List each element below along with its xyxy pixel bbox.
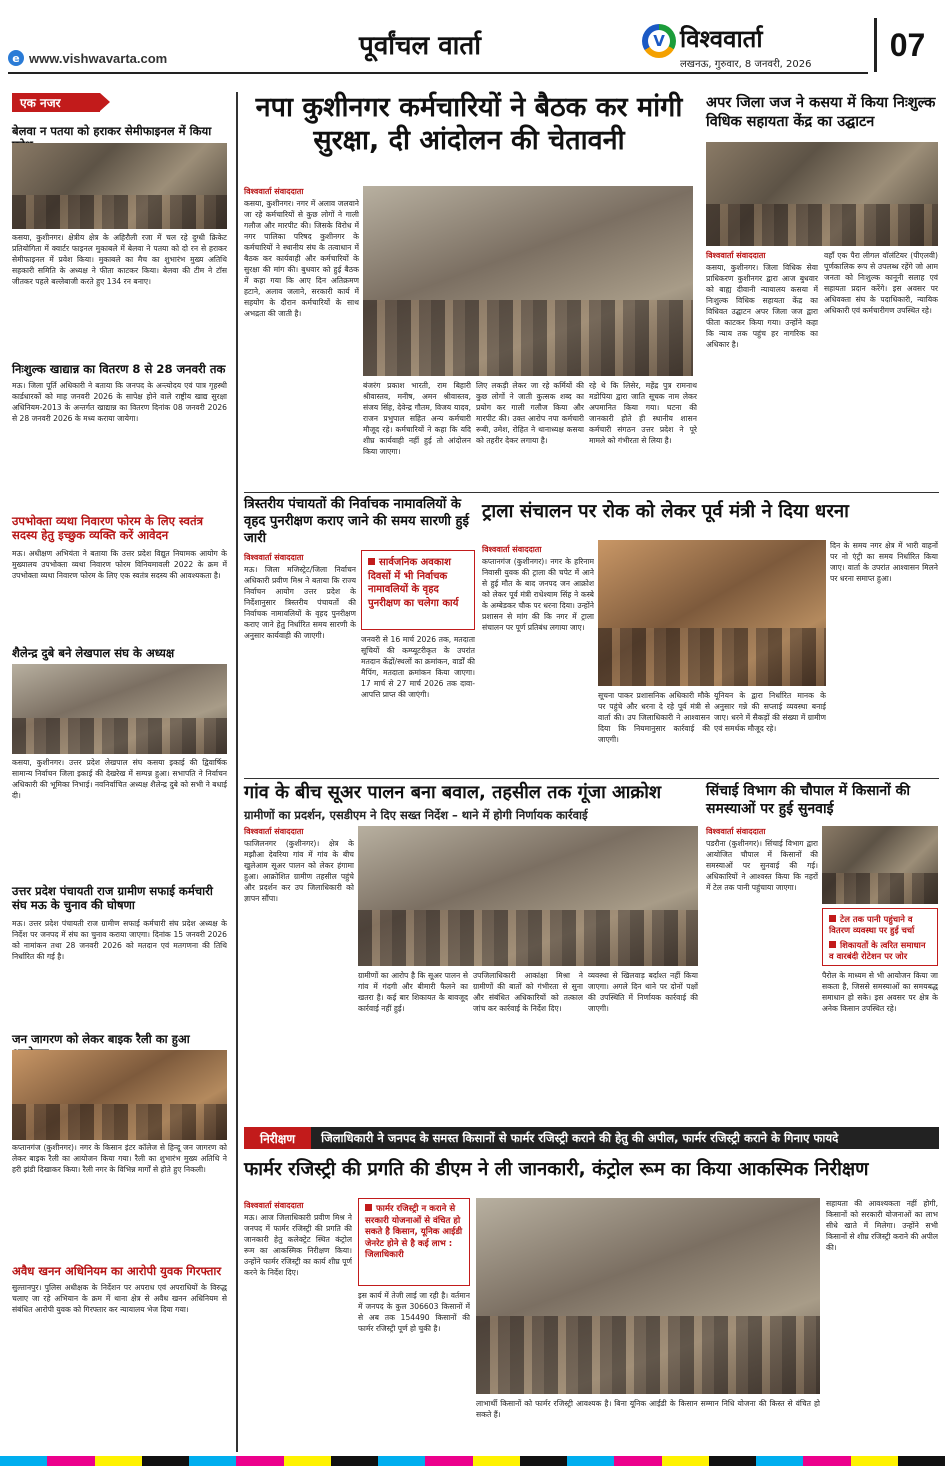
dharna-text-d: दिन के समय नगर क्षेत्र में भारी वाहनों पर नो एंट्री का समय निर्धारित किया जाए। वार्ता के उपरांत आश्वासन मिलने पर धरना समाप्त हुआ। <box>830 541 938 583</box>
panchayat-text-a: मऊ। जिला मजिस्ट्रेट/जिला निर्वाचन अधिकारी प्रवीण मिश्र ने बताया कि राज्य निर्वाचन आयोग उत्तर प्रदेश के निर्देशानुसार त्रिस्तरीय पंचायतों की निर्वाचक नामावलियों के वृहद पुनरीक्षण कराए जाने हेतु निर्धारित समय सारणी के अनुसार कार्यवाही की जाएगी। <box>244 565 356 640</box>
left-story5-headline: उत्तर प्रदेश पंचायती राज ग्रामीण सफाई कर्मचारी संघ मऊ के चुनाव की घोषणा <box>12 884 213 913</box>
pig-text-a: फाजिलनगर (कुशीनगर)। क्षेत्र के मझौआ देवरिया गांव में गांव के बीच खुलेआम सूअर पालन को लेकर हंगामा हुआ। आक्रोशित ग्रामीण तहसील पहुंचे और प्रदर्शन कर उप जिलाधिकारी को ज्ञापन सौंपा। <box>244 839 354 903</box>
irrigation-photo <box>822 826 938 904</box>
left-story7-text: सुल्तानपुर। पुलिस अधीक्षक के निर्देशन पर अपराध एवं अपराधियों के विरुद्ध चलाए जा रहे अभियान के क्रम में थाना क्षेत्र से अवैध खनन अधिनियम से संबंधित आरोपी युवक को गिरफ्तार कर न्यायालय भेज दिया गया। <box>12 1283 227 1314</box>
section-divider <box>244 778 939 779</box>
left-story4-headline: शैलेन्द्र दुबे बने लेखपाल संघ के अध्यक्ष <box>12 646 175 660</box>
pig-photo <box>358 826 698 966</box>
court-byline: विश्ववार्ता संवाददाता <box>706 251 766 260</box>
court-headline: अपर जिला जज ने कसया में किया निःशुल्क विधिक सहायता केंद्र का उद्घाटन <box>706 95 936 130</box>
dharna-photo <box>598 540 826 686</box>
ek-nazar-label: एक नजर <box>12 93 100 112</box>
lead-photo <box>363 186 693 376</box>
irrigation-text-b: पैरोल के माध्यम से भी आयोजन किया जा सकता है, जिससे समस्याओं का समयबद्ध समाधान हो सके। इस अवसर पर क्षेत्र के अनेक किसान उपस्थित रहे। <box>822 971 938 1013</box>
page-number: 07 <box>874 18 938 72</box>
irrigation-headline: सिंचाई विभाग की चौपाल में किसानों की समस्याओं पर हुई सुनवाई <box>706 783 911 818</box>
left-story6-text: कप्तानगंज (कुशीनगर)। नगर के किसान इंटर कॉलेज से हिन्दू जन जागरण को लेकर बाइक रैली का आयोजन किया गया। रैली का शुभारंभ मुख्य अतिथि ने हरी झंडी दिखाकर किया। रैली नगर के विभिन्न मार्गों से होते हुए निकली। <box>12 1143 227 1174</box>
nirikshan-tag: निरीक्षण <box>244 1127 311 1149</box>
dharna-text-c: यूनियन के द्वारा निर्धारित मानक के अनुसार गन्ने की सप्लाई व्यवस्था बनाई जाए। धरने में सैकड़ों की संख्या में ग्रामीण एवं समर्थक मौजूद रहे। <box>714 691 826 733</box>
left-story3-text: मऊ। अधीक्षण अभियंता ने बताया कि उत्तर प्रदेश विद्युत नियामक आयोग के मुख्यालय उपभोक्ता व्यथा निवारण फोरम विनियमावली 2022 के क्रम में उपभोक्ता व्यथा निवारण फोरम के लिए एक स्वतंत्र सदस्य की आवश्यकता है। <box>12 549 227 580</box>
left-story6-photo <box>12 1050 227 1140</box>
irrigation-callout-1: टेल तक पानी पहुंचाने व वितरण व्यवस्था पर हुई चर्चा <box>829 914 915 936</box>
nirikshan-callout: फार्मर रजिस्ट्री न कराने से सरकारी योजनाओं से वंचित हो सकते है किसान, यूनिक आईडी जेनरेट होने से है कई लाभ : जिलाधिकारी <box>358 1198 470 1286</box>
left-story7-headline: अवैध खनन अधिनियम का आरोपी युवक गिरफ्तार <box>12 1264 222 1278</box>
nirikshan-bar <box>244 1127 939 1149</box>
pig-byline: विश्ववार्ता संवाददाता <box>244 827 304 836</box>
pig-subhead: ग्रामीणों का प्रदर्शन, एसडीएम ने दिए सख्त निर्देश – थाने में होगी निर्णायक कार्रवाई <box>244 808 588 822</box>
dharna-headline: ट्राला संचालन पर रोक को लेकर पूर्व मंत्री ने दिया धरना <box>482 501 849 522</box>
nirikshan-text-c: लाभार्थी किसानों को फार्मर रजिस्ट्री आवश्यक है। बिना यूनिक आईडी के किसान सम्मान निधि योजना की किस्त से वंचित हो सकते हैं। <box>476 1399 820 1419</box>
irrigation-callout <box>822 908 938 966</box>
section-divider <box>244 492 939 493</box>
column-divider <box>236 92 238 1452</box>
pig-text-c: उपजिलाधिकारी आकांक्षा मिश्रा ने ग्रामीणों की बातों को गंभीरता से सुना और संबंधित अधिकारियों को तत्काल जांच कर कार्रवाई के निर्देश दिए। <box>473 971 583 1013</box>
left-story4-photo <box>12 664 227 754</box>
irrigation-text-a: पडरौना (कुशीनगर)। सिंचाई विभाग द्वारा आयोजित चौपाल में किसानों की समस्याओं पर सुनवाई की गई। अधिकारियों ने आश्वस्त किया कि नहरों में टेल तक पानी पहुंचाया जाएगा। <box>706 839 818 892</box>
nirikshan-text-a: मऊ। आज जिलाधिकारी प्रवीण मिश्र ने जनपद में फार्मर रजिस्ट्री की प्रगति की जानकारी हेतु कलेक्ट्रेट स्थित कंट्रोल रूम का आकस्मिक निरीक्षण किया। उन्होंने फार्मर रजिस्ट्री का कार्य शीघ्र पूर्ण करने के निर्देश दिए। <box>244 1213 352 1277</box>
nirikshan-text-b: इस कार्य में तेजी लाई जा रही है। वर्तमान में जनपद के कुल 306603 किसानों में से अब तक 154490 किसानों की फार्मर रजिस्ट्री पूर्ण हो चुकी है। <box>358 1291 470 1333</box>
dharna-text-b: सूचना पाकर प्रशासनिक अधिकारी मौके पर पहुंचे और धरना दे रहे पूर्व मंत्री से वार्ता की। उप जिलाधिकारी ने आश्वासन दिया कि नियमानुसार कार्रवाई की जाएगी। <box>598 691 710 744</box>
bullet-square-icon <box>829 915 836 922</box>
lead-text-d: रहे थे कि लिसेर, महेंद्र पुत्र रामनाथ मडोपिया द्वारा जाति सूचक नाम लेकर अपमानित किया गया। घटना की जानकारी होते ही स्थानीय शासन कर्मचारी संगठन उत्तर प्रदेश ने पूरे मामले को गंभीरता से लिया है। <box>589 381 697 445</box>
header-divider <box>8 72 868 74</box>
site-url[interactable]: e www.vishwavarta.com <box>8 50 167 66</box>
dharna-byline: विश्ववार्ता संवाददाता <box>482 545 542 554</box>
lead-byline: विश्ववार्ता संवाददाता <box>244 187 304 196</box>
court-photo <box>706 142 938 246</box>
panchayat-text-b: जनवरी से 16 मार्च 2026 तक, मतदाता सूचियों की कम्प्यूटरीकृत के उपरांत मतदान केंद्रों/स्थलों का क्रमांकन, वार्डों की मैपिंग, मतदाता क्रमांकन किया जाएगा। 17 मार्च से 27 मार्च 2026 तक दावा-आपत्ति प्राप्त की जाएंगी। <box>361 635 475 699</box>
browser-icon: e <box>8 50 24 66</box>
nirikshan-photo <box>476 1198 820 1394</box>
bullet-square-icon <box>365 1204 372 1211</box>
print-color-bar <box>0 1456 945 1466</box>
lead-text-b: बंजरंग प्रकाश भारती, राम बिहारी श्रीवास्तव, मनीष, अमन श्रीवास्तव, संजय सिंह, देवेन्द्र गौतम, विजय यादव, राजन प्रभुपाल सहित अन्य कर्मचारी मौजूद रहे। कर्मचारियों ने कहा कि यदि शीघ्र कार्यवाही नहीं हुई तो आंदोलन किया जाएगा। <box>363 381 471 456</box>
left-story5-text: मऊ। उत्तर प्रदेश पंचायती राज ग्रामीण सफाई कर्मचारी संघ प्रदेश अध्यक्ष के निर्देश पर जनपद में संघ का चुनाव कराया जाएगा। दिनांक 15 जनवरी 2026 को नामांकन तथा 28 जनवरी 2026 को मतदान एवं मतगणना की तिथि निर्धारित की गई है। <box>12 919 227 961</box>
nirikshan-bar-text: जिलाधिकारी ने जनपद के समस्त किसानों से फार्मर रजिस्ट्री कराने की हेतु की अपील, फार्मर रजिस्ट्री कराने के गिनाए फायदे <box>321 1130 839 1145</box>
lead-headline: नपा कुशीनगर कर्मचारियों ने बैठक कर मांगी सुरक्षा, दी आंदोलन की चेतावनी <box>255 92 683 156</box>
left-story1-photo <box>12 143 227 229</box>
paper-name: विश्ववार्ता <box>680 25 763 53</box>
left-story4-text: कसया, कुशीनगर। उत्तर प्रदेश लेखपाल संघ कसया इकाई की द्विवार्षिक सामान्य निर्वाचन जिला इकाई की देखरेख में सम्पन्न हुआ। सभापति ने निर्वाचन अधिकारी की भूमिका निभाई। नवनिर्वाचित अध्यक्ष शैलेन्द्र दुबे को सभी ने बधाई दी। <box>12 758 227 800</box>
court-text-b: वहाँ एक पैरा लीगल वॉलंटियर (पीएलवी) पूर्णकालिक रूप से उपलब्ध रहेंगे जो आम जनता को निःशुल्क कानूनी सलाह एवं सहायता प्रदान करेंगे। इस अवसर पर अधिवक्ता संघ के पदाधिकारी, न्यायिक अधिकारी एवं कर्मचारीगण उपस्थित रहे। <box>824 251 938 315</box>
court-text-a: कसया, कुशीनगर। जिला विधिक सेवा प्राधिकरण कुशीनगर द्वारा आज बुधवार को बाह्य दीवानी न्यायालय कसया में निःशुल्क विधिक सहायता केंद्र का विधिवत उद्घाटन अपर जिला जज द्वारा फीता काटकर किया गया। उन्होंने कहा कि न्याय तक पहुंच हर नागरिक का अधिकार है। <box>706 263 818 349</box>
irrigation-byline: विश्ववार्ता संवाददाता <box>706 827 766 836</box>
section-title: पूर्वांचल वार्ता <box>359 31 481 61</box>
nirikshan-byline: विश्ववार्ता संवाददाता <box>244 1201 304 1210</box>
irrigation-callout-2: शिकायतों के त्वरित समाधान व वारबंदी रोटेशन पर जोर <box>829 939 926 962</box>
vishwavarta-logo-icon: V <box>642 24 676 58</box>
left-story1-headline: बेलवा न पतया को हराकर सेमीफाइनल में किया <box>12 124 212 138</box>
page-header <box>0 0 945 86</box>
nirikshan-headline: फार्मर रजिस्ट्री की प्रगति की डीएम ने ली जानकारी, कंट्रोल रूम का किया आकस्मिक निरीक्षण <box>244 1159 869 1180</box>
left-story1-text: कसया, कुशीनगर। क्षेत्रीय क्षेत्र के अहिरौली रजा में चल रहे दुग्धी क्रिकेट प्रतियोगिता में क्वार्टर फाइनल मुकाबले में बेलवा ने पतया को दो रन से हराकर सेमीफाइनल में प्रवेश किया। मुकाबले का मैच का शुभारंभ मुख्य अतिथि सहकारी समिति के अध्यक्ष ने फीता काटकर किया। बेलवा की टीम ने टॉस जीतकर पहले बल्लेबाजी करते हुए 134 रन बनाए। <box>12 233 227 286</box>
pig-text-d: व्यवस्था से खिलवाड़ बर्दाश्त नहीं किया जाएगा। अगले दिन थाने पर दोनों पक्षों की उपस्थिति में निर्णायक कार्रवाई की जाएगी। <box>588 971 698 1013</box>
panchayat-headline: त्रिस्तरीय पंचायतों की निर्वाचक नामावलियों के वृहद पुनरीक्षण कराए जाने की समय सारणी हुई जारी <box>244 497 469 547</box>
lead-text-a: कसया, कुशीनगर। नगर में अलाव जलवाने जा रहे कर्मचारियों से कुछ लोगों ने गाली गलौज और मारपीट की। जिसके विरोध में नगर पालिका परिषद कुशीनगर के कर्मचारियों ने स्थानीय संघ के तत्वाधान में बैठक कर कार्यवाही और कर्मचारियों के सुरक्षा की मांग की। बुधवार को हुई बैठक में कहा गया कि आए दिन अतिक्रमण हटाने, अलाव जलाने, सरकारी कार्य में सहयोग के दौरान कर्मचारियों के साथ अभद्रता की जाती है। <box>244 199 359 318</box>
bullet-square-icon <box>829 941 836 948</box>
left-story2-headline: निःशुल्क खाद्यान्न का वितरण 8 से 28 जनवरी तक <box>12 362 226 376</box>
panchayat-byline: विश्ववार्ता संवाददाता <box>244 553 304 562</box>
edition-date: लखनऊ, गुरुवार, 8 जनवरी, 2026 <box>680 59 812 70</box>
nirikshan-text-d: सहायता की आवश्यकता नहीं होगी, किसानों को सरकारी योजनाओं का लाभ सीधे खाते में मिलेगा। उन्होंने सभी किसानों से शीघ्र रजिस्ट्री कराने की अपील की। <box>826 1199 938 1252</box>
dharna-text-a: कप्तानगंज (कुशीनगर)। नगर के हरिनाम निवासी युवक की ट्राला की चपेट में आने से हुई मौत के बाद जनपद जन आक्रोश को लेकर पूर्व मंत्री राधेश्याम सिंह ने कस्बे के अम्बेडकर चौक पर धरना दिया। उन्होंने प्रशासन से मांग की कि नगर में ट्राला संचालन पर पूर्ण प्रतिबंध लगाया जाए। <box>482 557 594 632</box>
lead-text-c: लिए लकड़ी लेकर जा रहे कर्मियों की कुछ लोगों ने जाती कुत्सक शब्द का प्रयोग कर गाली गलौज किया और मारपीट की। उक्त आरोप नपा कर्मचारी रूबी, उमेश, रोहित ने थानाध्यक्ष कसया को तहरीर देकर लगाया है। <box>476 381 584 445</box>
panchayat-callout: सार्वजनिक अवकाश दिवसों में भी निर्वाचक नामावलियों के वृहद पुनरीक्षण का चलेगा कार्य <box>361 550 475 630</box>
pig-headline: गांव के बीच सूअर पालन बना बवाल, तहसील तक गूंजा आक्रोश <box>244 782 662 803</box>
pig-text-b: ग्रामीणों का आरोप है कि सूअर पालन से गांव में गंदगी और बीमारी फैलने का खतरा है। कई बार शिकायत के बावजूद कार्रवाई नहीं हुई। <box>358 971 468 1013</box>
left-story3-headline: उपभोक्ता व्यथा निवारण फोरम के लिए स्वतंत्र सदस्य हेतु इच्छुक व्यक्ति करें आवेदन <box>12 514 204 543</box>
left-story6-headline: जन जागरण को लेकर बाइक रैली का हुआ <box>12 1032 190 1046</box>
left-story2-text: मऊ। जिला पूर्ति अधिकारी ने बताया कि जनपद के अन्त्योदय एवं पात्र गृहस्थी कार्डधारकों को माह जनवरी 2026 के सापेक्ष होने वाले राष्ट्रीय खाद्य सुरक्षा अधिनियम-2013 के अन्तर्गत खाद्यान्न का वितरण दिनांक 08 जनवरी 2026 से 28 जनवरी 2026 के मध्य कराया जायेगा। <box>12 381 227 423</box>
bullet-square-icon <box>368 558 375 565</box>
